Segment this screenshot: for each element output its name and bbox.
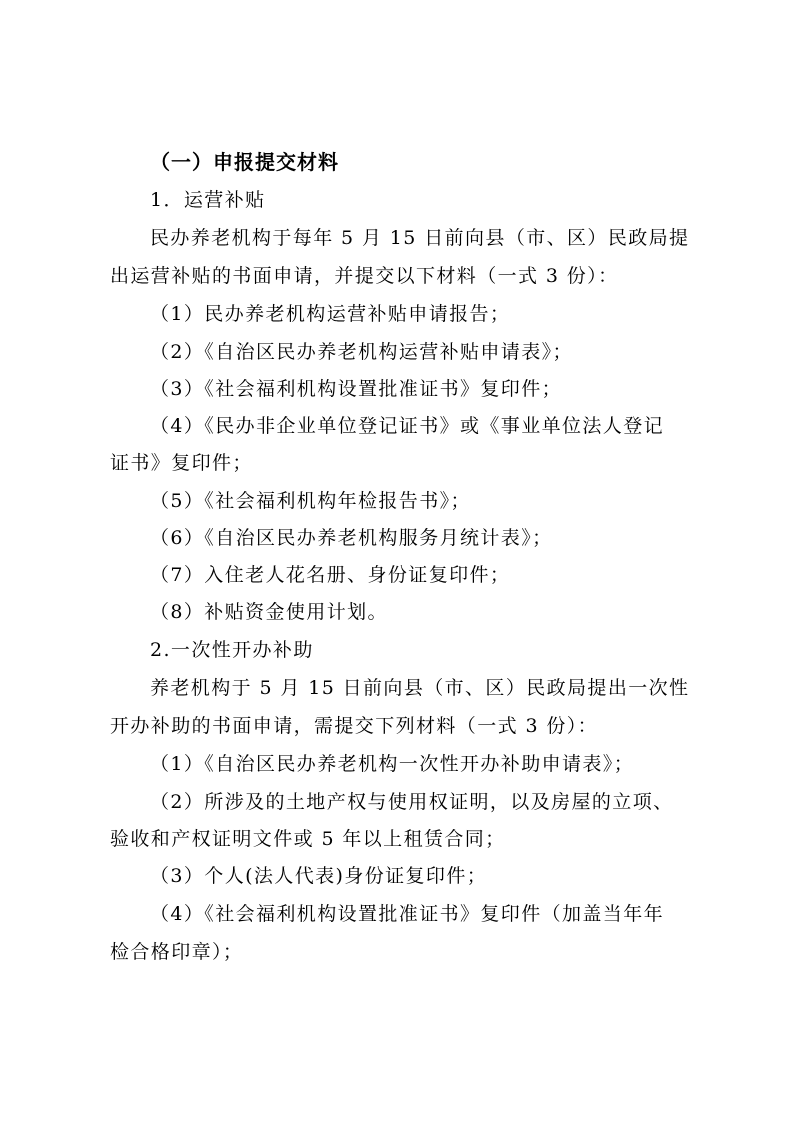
part1-item-3: （3）《社会福利机构设置批准证书》复印件； xyxy=(150,378,562,400)
part2-item-2-line1: （2）所涉及的土地产权与使用权证明，以及房屋的立项、 xyxy=(150,791,674,813)
part2-item-1: （1）《自治区民办养老机构一次性开办补助申请表》； xyxy=(150,753,635,775)
part1-item-1: （1）民办养老机构运营补贴申请报告； xyxy=(150,303,511,325)
part1-intro-line1: 民办养老机构于每年 5 月 15 日前向县（市、区）民政局提 xyxy=(150,227,690,249)
part2-item-4-line1: （4）《社会福利机构设置批准证书》复印件（加盖当年年 xyxy=(150,903,664,925)
part1-item-7: （7）入住老人花名册、身份证复印件； xyxy=(150,564,511,586)
section-heading: （一）申报提交材料 xyxy=(150,150,339,174)
part1-intro-line2: 出运营补贴的书面申请，并提交以下材料（一式 3 份）： xyxy=(110,265,619,287)
part1-item-8: （8）补贴资金使用计划。 xyxy=(150,601,388,623)
part2-intro-line2: 开办补助的书面申请，需提交下列材料（一式 3 份）： xyxy=(110,715,599,737)
part1-item-4-line1: （4）《民办非企业单位登记证书》或《事业单位法人登记 xyxy=(150,415,664,437)
part2-item-4-line2: 检合格印章）； xyxy=(110,941,244,963)
part2-intro-line1: 养老机构于 5 月 15 日前向县（市、区）民政局提出一次性 xyxy=(150,677,690,699)
part2-title: 2.一次性开办补助 xyxy=(150,639,314,661)
part1-item-5: （5）《社会福利机构年检报告书》； xyxy=(150,490,471,512)
part1-item-4-line2: 证书》复印件； xyxy=(110,452,253,474)
part2-item-2-line2: 验收和产权证明文件或 5 年以上租赁合同； xyxy=(110,828,506,850)
part2-item-3: （3）个人(法人代表)身份证复印件； xyxy=(150,865,488,887)
part1-title: 1．运营补贴 xyxy=(150,189,266,211)
part1-item-2: （2）《自治区民办养老机构运营补贴申请表》； xyxy=(150,341,573,363)
part1-item-6: （6）《自治区民办养老机构服务月统计表》； xyxy=(150,527,553,549)
